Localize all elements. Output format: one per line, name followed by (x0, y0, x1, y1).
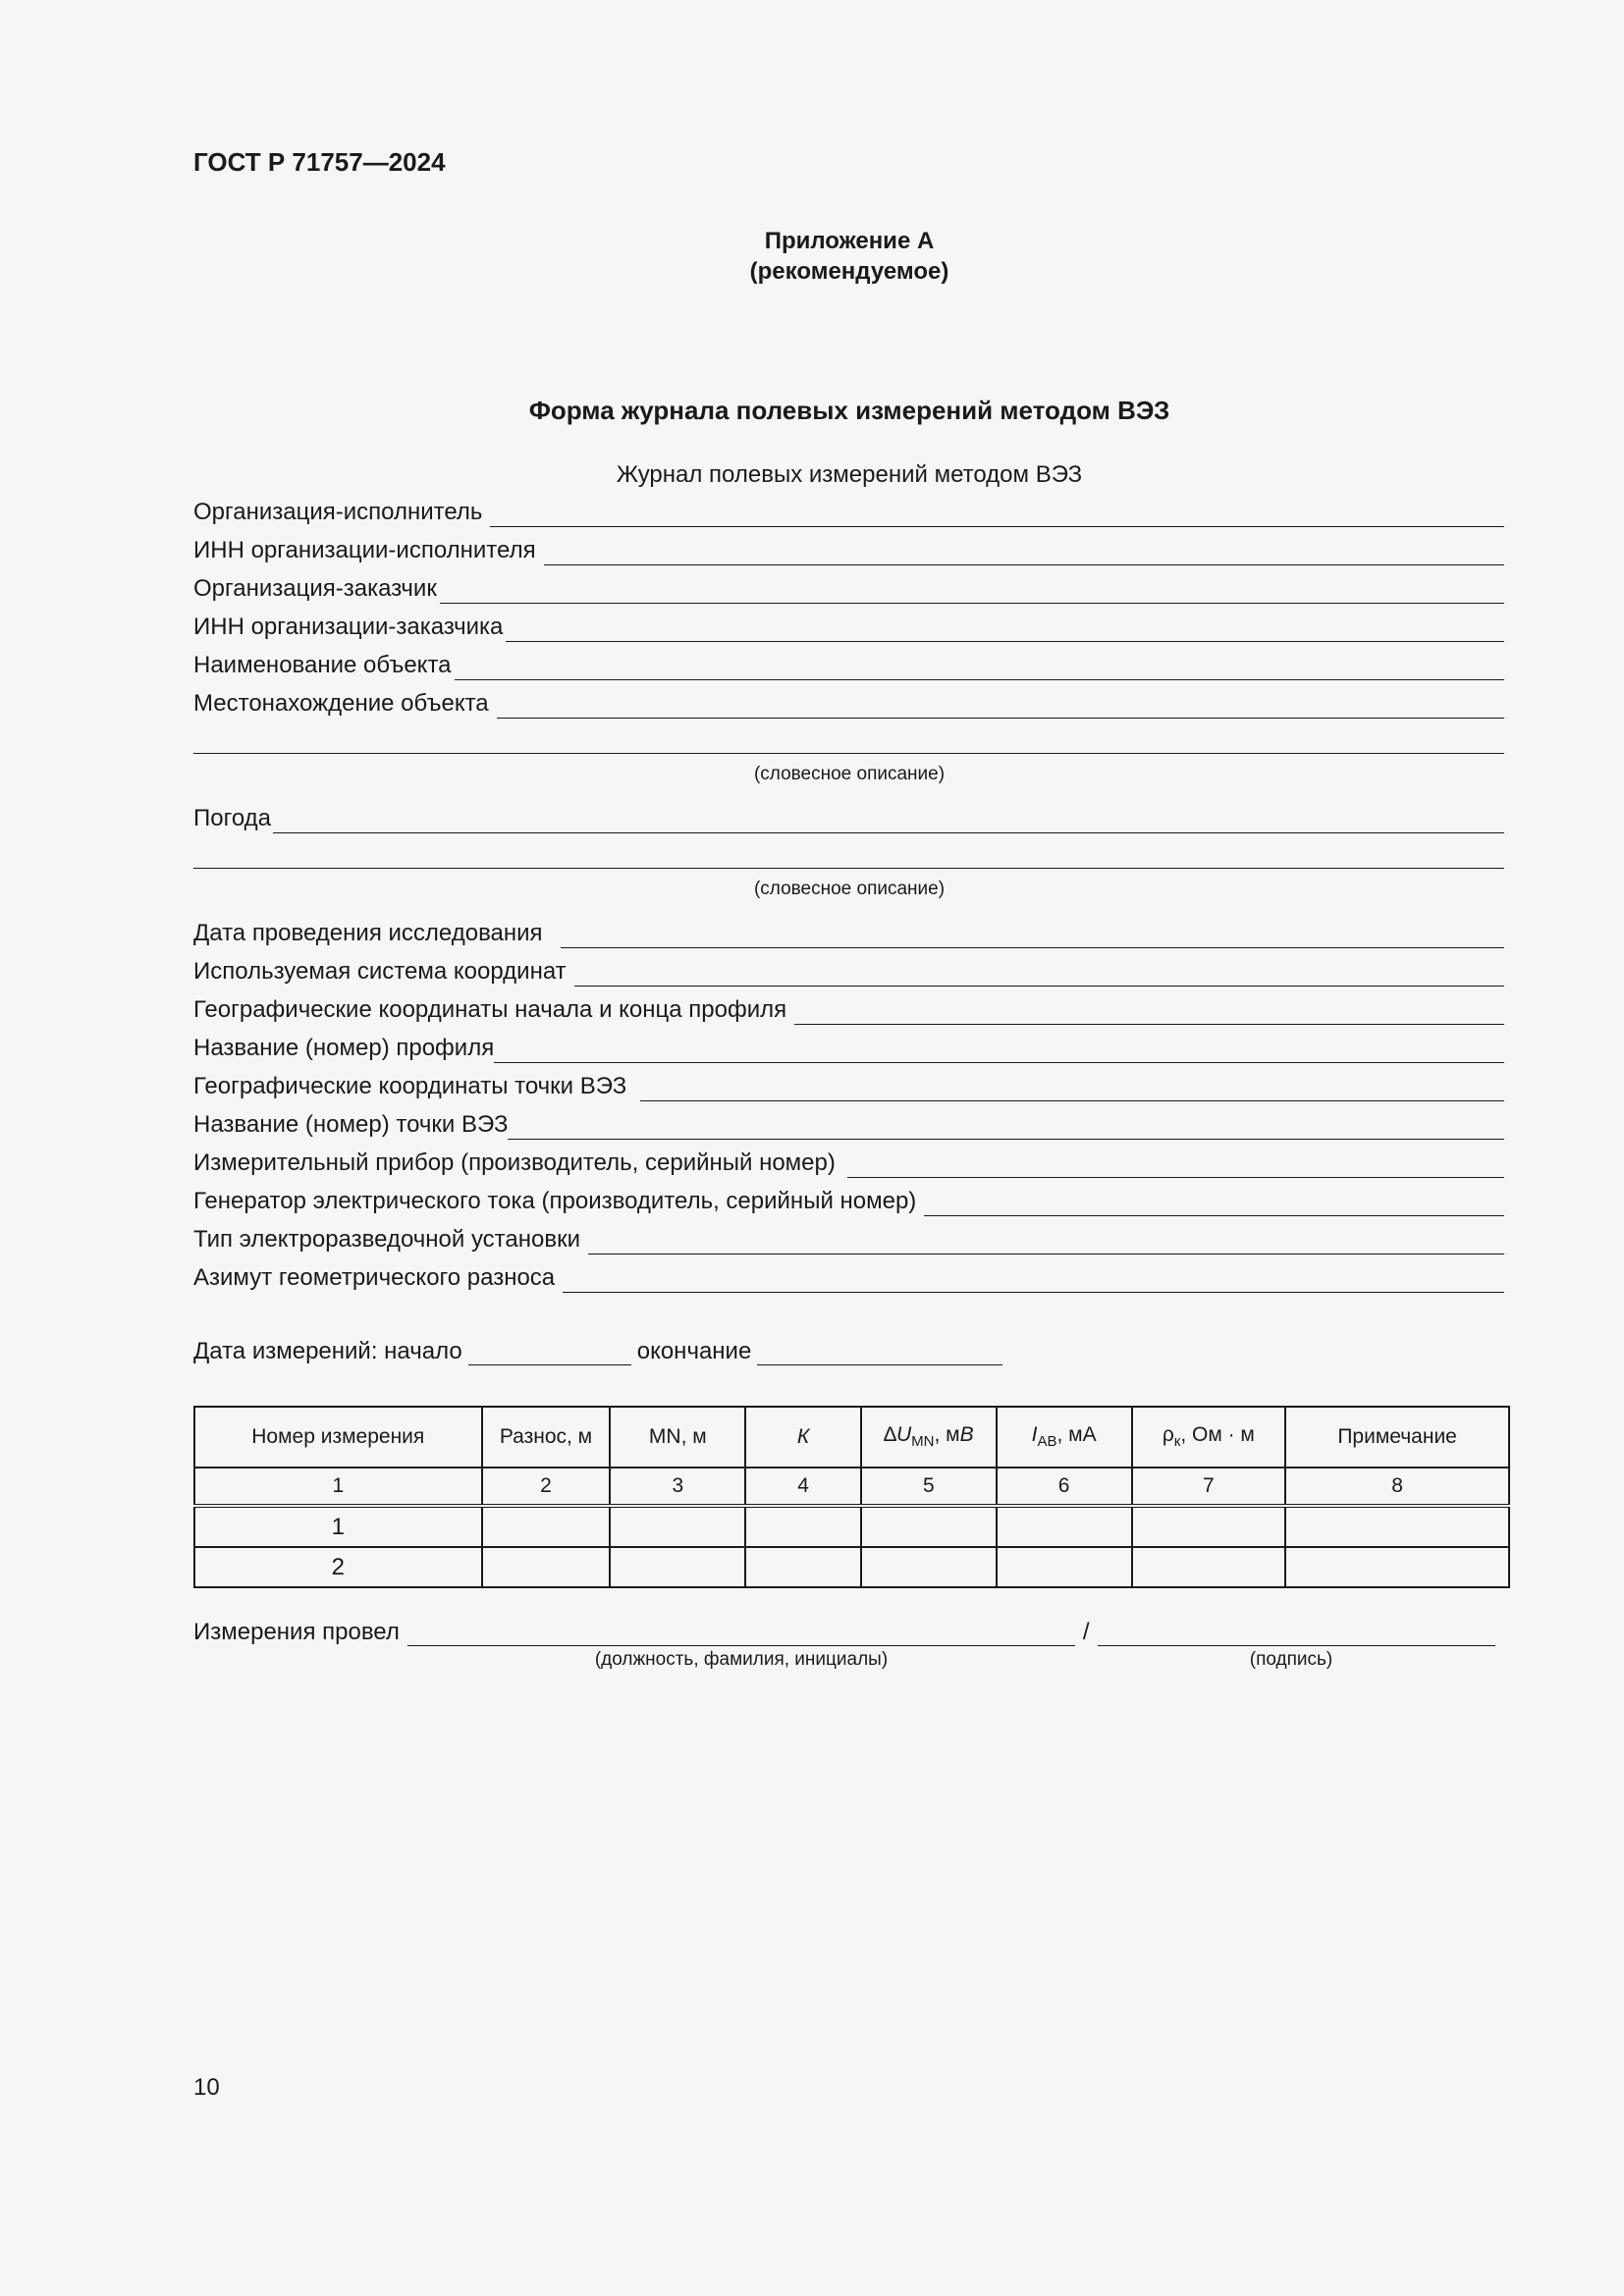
fill-line[interactable] (588, 1224, 1504, 1255)
end-date-label: окончание (636, 1338, 752, 1364)
form-title: Форма журнала полевых измерений методом ВЭЗ (528, 396, 1170, 425)
col-number: 2 (482, 1468, 611, 1506)
field-inn-customer[interactable] (193, 609, 1504, 642)
fill-line[interactable] (508, 1109, 1504, 1140)
fill-line[interactable] (794, 994, 1504, 1025)
row-number: 1 (194, 1506, 482, 1547)
header-rho: $\rho_к$, Ом · м (1132, 1407, 1286, 1468)
fill-line[interactable] (273, 803, 1504, 833)
table-cell[interactable] (745, 1506, 861, 1547)
field-org-customer[interactable] (193, 570, 1504, 604)
table-cell[interactable] (997, 1506, 1132, 1547)
field-label: Азимут геометрического разноса (193, 1264, 556, 1291)
field-label: Наименование объекта (193, 652, 452, 678)
signature-block (193, 1618, 1495, 1646)
table-cell[interactable] (610, 1506, 745, 1547)
table-row (194, 1547, 1509, 1587)
standard-code: ГОСТ Р 71757—2024 (193, 147, 446, 177)
field-label: Организация-заказчик (193, 575, 437, 602)
fill-line[interactable] (440, 573, 1504, 604)
header-note: Примечание (1285, 1407, 1509, 1468)
field-meter[interactable] (193, 1145, 1504, 1178)
fill-line[interactable] (640, 1071, 1504, 1101)
table-cell[interactable] (1132, 1506, 1286, 1547)
table-cell[interactable] (861, 1506, 997, 1547)
field-org-executor[interactable] (193, 494, 1504, 527)
measurement-dates (193, 1337, 1008, 1365)
location-continuation-line[interactable] (193, 753, 1504, 754)
fill-line[interactable] (574, 956, 1504, 987)
table-cell[interactable] (1285, 1547, 1509, 1587)
field-label: Географические координаты начала и конца профиля (193, 996, 787, 1023)
fill-line[interactable] (924, 1186, 1504, 1216)
field-coord-system[interactable] (193, 953, 1504, 987)
field-generator[interactable] (193, 1183, 1504, 1216)
field-profile-coords[interactable] (193, 991, 1504, 1025)
field-label: Название (номер) профиля (193, 1035, 495, 1061)
row-number: 2 (194, 1547, 482, 1587)
field-ves-point-name[interactable] (193, 1106, 1504, 1140)
header-num: Номер измерения (194, 1407, 482, 1468)
col-number: 5 (861, 1468, 997, 1506)
fill-line[interactable] (494, 1033, 1504, 1063)
table-cell[interactable] (610, 1547, 745, 1587)
table-cell[interactable] (1285, 1506, 1509, 1547)
fill-line[interactable] (497, 688, 1504, 719)
field-label: ИНН организации-исполнителя (193, 537, 536, 563)
header-spacing: Разнос, м (482, 1407, 611, 1468)
fill-line[interactable] (490, 497, 1504, 527)
location-caption: (словесное описание) (753, 764, 946, 784)
header-mn: MN, м (610, 1407, 745, 1468)
fill-line[interactable] (455, 650, 1504, 680)
position-name-line[interactable] (407, 1618, 1075, 1646)
field-label: Название (номер) точки ВЭЗ (193, 1111, 509, 1138)
fill-line[interactable] (561, 918, 1504, 948)
page-number: 10 (193, 2074, 220, 2101)
field-label: Тип электроразведочной установки (193, 1226, 580, 1253)
weather-caption: (словесное описание) (753, 879, 946, 899)
table-cell[interactable] (482, 1547, 611, 1587)
journal-title: Журнал полевых измерений методом ВЭЗ (616, 461, 1083, 488)
field-label: Генератор электрического тока (производитель, серийный номер) (193, 1188, 917, 1214)
field-label: Организация-исполнитель (193, 499, 483, 525)
end-date-line[interactable] (757, 1337, 1002, 1365)
field-label: Географические координаты точки ВЭЗ (193, 1073, 627, 1099)
column-number-row (194, 1468, 1509, 1506)
field-object-location[interactable] (193, 685, 1504, 719)
field-profile-name[interactable] (193, 1030, 1504, 1063)
table-row (194, 1506, 1509, 1547)
header-du: $\Delta U_{MN}$, мВ (861, 1407, 997, 1468)
table-header-row (194, 1407, 1509, 1468)
field-study-date[interactable] (193, 915, 1504, 948)
col-number: 1 (194, 1468, 482, 1506)
sign-line[interactable] (1098, 1618, 1495, 1646)
field-label: Погода (193, 805, 271, 831)
start-date-label: Дата измерений: начало (193, 1338, 462, 1364)
field-label: Местонахождение объекта (193, 690, 489, 717)
fill-line[interactable] (847, 1148, 1504, 1178)
col-number: 6 (997, 1468, 1132, 1506)
sign-caption: (подпись) (1249, 1649, 1333, 1670)
header-k: К (745, 1407, 861, 1468)
col-number: 3 (610, 1468, 745, 1506)
signature-separator: / (1082, 1619, 1090, 1645)
field-label: Используемая система координат (193, 958, 567, 985)
appendix-heading (0, 226, 1624, 287)
field-label: Измерительный прибор (производитель, серийный номер) (193, 1149, 836, 1176)
position-caption: (должность, фамилия, инициалы) (594, 1649, 889, 1670)
table-cell[interactable] (482, 1506, 611, 1547)
col-number: 8 (1285, 1468, 1509, 1506)
field-label: ИНН организации-заказчика (193, 614, 504, 640)
table-cell[interactable] (745, 1547, 861, 1587)
weather-continuation-line[interactable] (193, 868, 1504, 869)
col-number: 7 (1132, 1468, 1286, 1506)
field-setup-type[interactable] (193, 1221, 1504, 1255)
field-label: Дата проведения исследования (193, 920, 543, 946)
field-weather[interactable] (193, 800, 1504, 833)
header-i: $I_{AB}$, мА (997, 1407, 1132, 1468)
table-cell[interactable] (997, 1547, 1132, 1587)
fill-line[interactable] (544, 535, 1504, 565)
appendix-status: (рекомендуемое) (749, 258, 949, 285)
signature-label: Измерения провел (193, 1619, 400, 1645)
measurement-table (193, 1406, 1510, 1588)
fill-line[interactable] (563, 1262, 1504, 1293)
field-inn-executor[interactable] (193, 532, 1504, 565)
field-azimuth[interactable] (193, 1259, 1504, 1293)
fill-line[interactable] (506, 612, 1504, 642)
table-cell[interactable] (861, 1547, 997, 1587)
start-date-line[interactable] (468, 1337, 631, 1365)
col-number: 4 (745, 1468, 861, 1506)
field-object-name[interactable] (193, 647, 1504, 680)
field-ves-point-coords[interactable] (193, 1068, 1504, 1101)
appendix-title: Приложение А (764, 228, 935, 254)
table-cell[interactable] (1132, 1547, 1286, 1587)
